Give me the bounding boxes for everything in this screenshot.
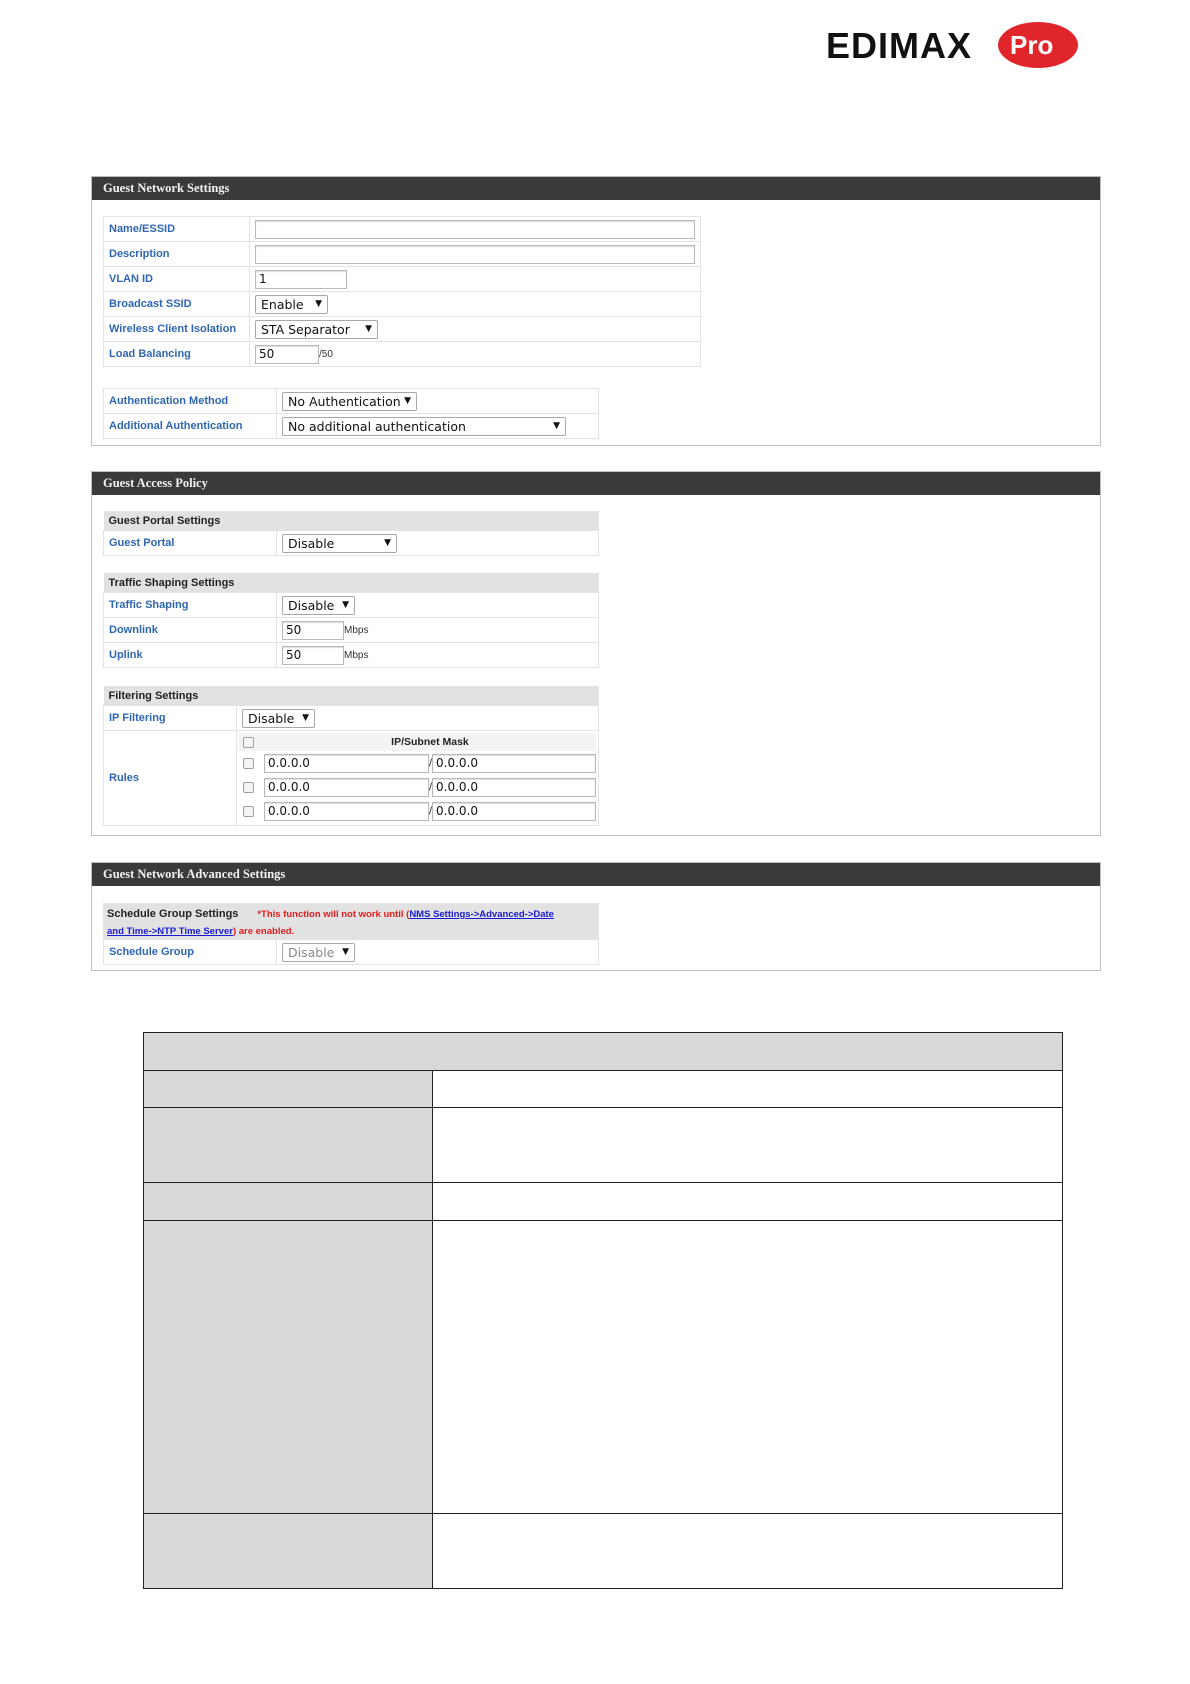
rule-mask-input[interactable]: 0.0.0.0 (432, 802, 596, 821)
additional-auth-select[interactable]: No additional authentication ▼ (282, 417, 566, 436)
guest-portal-select[interactable]: Disable ▼ (282, 534, 397, 553)
rules-label: Rules (104, 731, 237, 826)
ip-filtering-label: IP Filtering (104, 706, 237, 731)
rule-mask-input[interactable]: 0.0.0.0 (432, 778, 596, 797)
broadcast-ssid-label: Broadcast SSID (104, 292, 250, 317)
vlan-id-label: VLAN ID (104, 267, 250, 292)
uplink-label: Uplink (104, 643, 277, 668)
chevron-down-icon: ▼ (384, 537, 391, 548)
panel-title: Guest Access Policy (92, 472, 1100, 495)
client-isolation-select[interactable]: STA Separator ▼ (255, 320, 378, 339)
downlink-unit: Mbps (344, 624, 369, 636)
table-header-row (144, 1033, 1063, 1071)
edimax-pro-logo (826, 18, 1086, 74)
rule-mask-input[interactable]: 0.0.0.0 (432, 754, 596, 773)
panel-title: Guest Network Advanced Settings (92, 863, 1100, 886)
downlink-input[interactable]: 50 (282, 621, 344, 640)
rule-row: 0.0.0.0 / 0.0.0.0 (239, 799, 596, 823)
authentication-table (103, 388, 599, 439)
ntp-time-server-link[interactable]: and Time->NTP Time Server (107, 926, 233, 937)
chevron-down-icon: ▼ (342, 599, 349, 610)
guest-portal-section-title: Guest Portal Settings (104, 511, 599, 531)
schedule-warning: *This function will not work until ( (257, 909, 410, 920)
chevron-down-icon: ▼ (302, 712, 309, 723)
logo-pro-badge (996, 20, 1080, 70)
table-row (144, 1514, 1063, 1589)
chevron-down-icon: ▼ (342, 946, 349, 957)
guest-portal-table (103, 511, 599, 556)
rule-row: 0.0.0.0 / 0.0.0.0 (239, 775, 596, 799)
table-row (144, 1183, 1063, 1221)
uplink-input[interactable]: 50 (282, 646, 344, 665)
guest-network-settings-panel (91, 176, 1101, 446)
client-isolation-label: Wireless Client Isolation (104, 317, 250, 342)
name-essid-label: Name/ESSID (104, 217, 250, 242)
nms-date-link[interactable]: NMS Settings->Advanced->Date (409, 909, 554, 920)
filtering-section-title: Filtering Settings (104, 686, 599, 706)
rules-table (239, 733, 596, 823)
rule-checkbox[interactable] (243, 758, 254, 769)
additional-auth-label: Additional Authentication (104, 414, 277, 439)
schedule-group-label: Schedule Group (104, 940, 277, 965)
chevron-down-icon: ▼ (365, 323, 372, 334)
vlan-id-input[interactable]: 1 (255, 270, 347, 289)
advanced-settings-panel (91, 862, 1101, 971)
rule-checkbox[interactable] (243, 806, 254, 817)
select-all-checkbox[interactable] (243, 737, 254, 748)
chevron-down-icon: ▼ (404, 395, 411, 406)
auth-method-label: Authentication Method (104, 389, 277, 414)
logo-wordmark: EDIMAX (826, 25, 973, 66)
downlink-label: Downlink (104, 618, 277, 643)
rule-ip-input[interactable]: 0.0.0.0 (264, 754, 429, 773)
description-label: Description (104, 242, 250, 267)
schedule-table (103, 939, 599, 965)
traffic-shaping-table (103, 573, 599, 668)
guest-portal-label: Guest Portal (104, 531, 277, 556)
chevron-down-icon: ▼ (315, 298, 322, 309)
load-balancing-input[interactable]: 50 (255, 345, 319, 364)
rule-row: 0.0.0.0 / 0.0.0.0 (239, 751, 596, 775)
description-table (143, 1032, 1063, 1589)
rule-checkbox[interactable] (243, 782, 254, 793)
schedule-section-header (103, 903, 599, 941)
rule-ip-input[interactable]: 0.0.0.0 (264, 802, 429, 821)
uplink-unit: Mbps (344, 649, 369, 661)
panel-title: Guest Network Settings (92, 177, 1100, 200)
table-row (144, 1221, 1063, 1514)
guest-access-policy-panel (91, 471, 1101, 836)
traffic-shaping-label: Traffic Shaping (104, 593, 277, 618)
filtering-table (103, 686, 599, 826)
ip-filtering-select[interactable]: Disable ▼ (242, 709, 315, 728)
chevron-down-icon: ▼ (553, 420, 560, 431)
table-row (144, 1108, 1063, 1183)
network-fields-table (103, 216, 701, 367)
auth-method-select[interactable]: No Authentication ▼ (282, 392, 417, 411)
rule-ip-input[interactable]: 0.0.0.0 (264, 778, 429, 797)
name-essid-input[interactable] (255, 220, 695, 239)
schedule-warning-suffix: ) are enabled. (232, 926, 295, 937)
traffic-shaping-section-title: Traffic Shaping Settings (104, 573, 599, 593)
schedule-group-select[interactable]: Disable ▼ (282, 943, 355, 962)
rules-header: IP/Subnet Mask (391, 736, 469, 748)
logo-badge-text: Pro (1010, 30, 1054, 60)
load-balancing-label: Load Balancing (104, 342, 250, 367)
schedule-section-title: Schedule Group Settings (107, 908, 239, 920)
broadcast-ssid-select[interactable]: Enable ▼ (255, 295, 328, 314)
description-input[interactable] (255, 245, 695, 264)
table-row (144, 1071, 1063, 1108)
traffic-shaping-select[interactable]: Disable ▼ (282, 596, 355, 615)
load-balancing-max: /50 (319, 348, 333, 360)
